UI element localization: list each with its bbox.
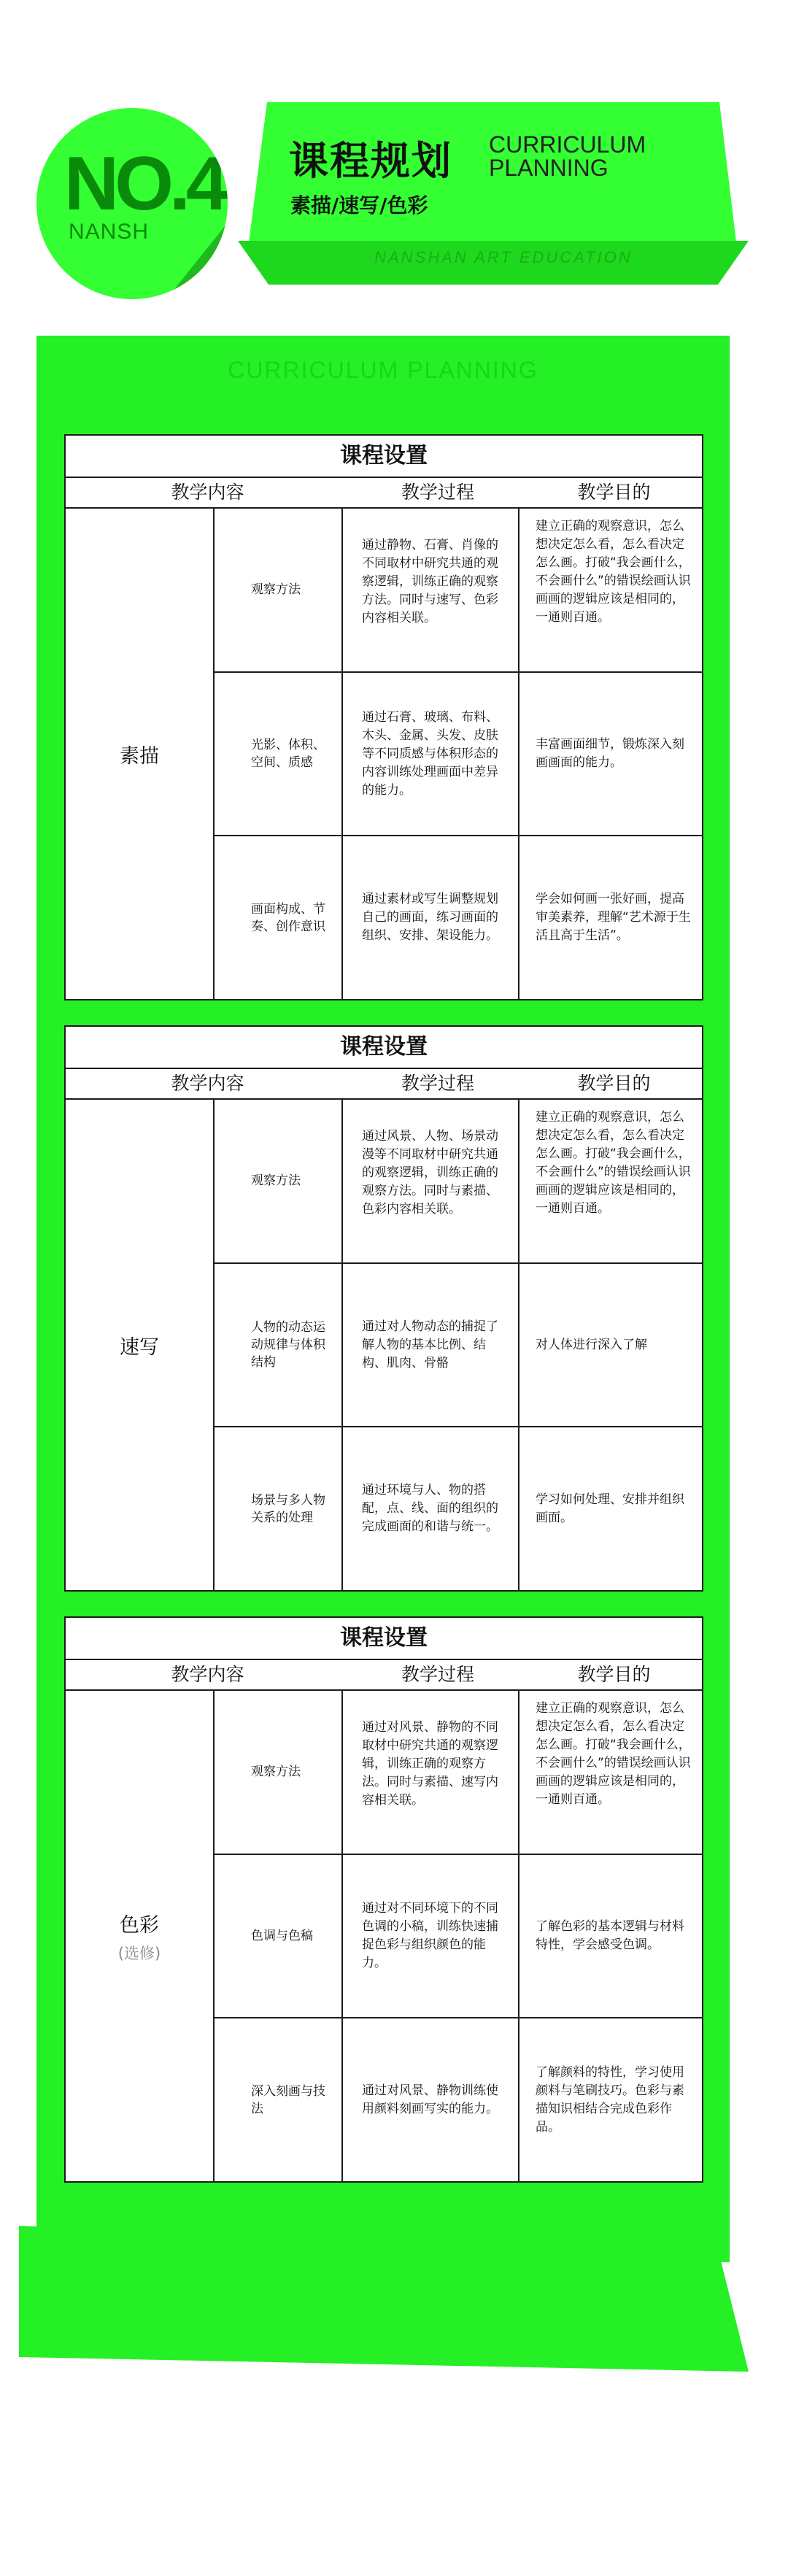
subject-cell: [66, 509, 215, 999]
content-cell: 观察方法: [215, 1100, 343, 1262]
table-body: [66, 1691, 702, 2181]
goal-cell: 学会如何画一张好画，提高审美素养，理解“艺术源于生活且高于生活”。: [536, 892, 691, 944]
subject-label: 色彩: [120, 1913, 159, 1937]
header-process: 教学过程: [401, 482, 474, 503]
subject-label: 速写: [120, 1335, 159, 1359]
table-rows: [215, 1691, 702, 2181]
curriculum-panel: [36, 336, 730, 2262]
header-goal: 教学目的: [577, 1664, 651, 1685]
header: [0, 0, 788, 321]
content-cell: 观察方法: [215, 1691, 343, 1854]
process-cell: 通过石膏、玻璃、布料、木头、金属、头发、皮肤等不同质感与体积形态的内容训练处理画面中差异的能力。: [343, 673, 519, 836]
content-cell: 色调与色稿: [215, 1855, 343, 2018]
subject-elective-note: (选修): [117, 1944, 161, 1962]
badge-number: NO.4: [64, 142, 224, 226]
header-content: 教学内容: [171, 1664, 244, 1685]
course-table-color: [64, 1616, 703, 2183]
process-cell: 通过对风景、静物训练使用颜料刻画写实的能力。: [343, 2018, 519, 2181]
process-cell: 通过对人物动态的捕捉了解人物的基本比例、结构、肌肉、骨骼: [343, 1264, 519, 1427]
course-table-croquis: [64, 1025, 703, 1592]
table-row: [215, 1691, 702, 1855]
subject-label: 素描: [120, 744, 159, 768]
process-cell: 通过静物、石膏、肖像的不同取材中研究共通的观察逻辑，训练正确的观察方法。同时与速写、色彩内容相关联。: [343, 509, 519, 671]
process-cell: 通过对风景、静物的不同取材中研究共通的观察逻辑，训练正确的观察方法。同时与素描、速写内容相关联。: [343, 1691, 519, 1854]
content-cell: 场景与多人物关系的处理: [215, 1427, 343, 1590]
table-row: [215, 836, 702, 999]
header-content: 教学内容: [171, 482, 244, 503]
content-cell: 人物的动态运动规律与体积结构: [215, 1264, 343, 1427]
process-cell: 通过风景、人物、场景动漫等不同取材中研究共通的观察逻辑，训练正确的观察方法。同时与素描、色彩内容相关联。: [343, 1100, 519, 1262]
goal-cell: 建立正确的观察意识，怎么想决定怎么看，怎么看决定怎么画。打破“我会画什么，不会画什么”的错误绘画认识画画的逻辑应该是相同的，一通则百通。: [536, 1110, 691, 1216]
goal-cell: 学习如何处理、安排并组织画面。: [536, 1492, 684, 1525]
page-title-en: CURRICULUM PLANNING: [489, 131, 646, 181]
table-row: [215, 1100, 702, 1264]
process-cell: 通过对不同环境下的不同色调的小稿，训练快速捕捉色彩与组织颜色的能力。: [343, 1855, 519, 2018]
goal-cell: 了解色彩的基本逻辑与材料特性，学会感受色调。: [536, 1919, 684, 1952]
panel-title-en: CURRICULUM PLANNING: [228, 357, 538, 383]
table-title: 课程设置: [66, 1618, 702, 1660]
table-title: 课程设置: [66, 436, 702, 478]
goal-cell: 了解颜料的特性，学习使用颜料与笔刷技巧。色彩与素描知识相结合完成色彩作品。: [536, 2064, 684, 2135]
table-header: [66, 478, 702, 509]
goal-cell: 建立正确的观察意识，怎么想决定怎么看，怎么看决定怎么画。打破“我会画什么，不会画什么”的错误绘画认识画画的逻辑应该是相同的，一通则百通。: [536, 1701, 691, 1807]
table-row: [215, 1855, 702, 2019]
table-row: [215, 1427, 702, 1590]
course-table-sketch: [64, 434, 703, 1000]
subject-cell: [66, 1691, 215, 2181]
content-cell: 光影、体积、空间、质感: [215, 673, 343, 836]
header-goal: 教学目的: [577, 482, 651, 503]
table-body: [66, 1100, 702, 1590]
badge-fold-corner: [172, 219, 228, 292]
header-process: 教学过程: [401, 1664, 474, 1685]
header-process: 教学过程: [401, 1073, 474, 1094]
organization-name: NANSHAN ART EDUCATION: [374, 248, 633, 266]
table-rows: [215, 509, 702, 999]
number-badge: [36, 108, 228, 299]
goal-cell: 丰富画面细节，锻炼深入刻画画面的能力。: [536, 737, 684, 770]
table-header: [66, 1069, 702, 1100]
goal-cell: 对人体进行深入了解: [536, 1337, 647, 1352]
table-body: [66, 509, 702, 999]
table-row: [215, 673, 702, 837]
title-banner: [248, 102, 737, 266]
content-cell: 深入刻画与技法: [215, 2018, 343, 2181]
page-title: 课程规划: [289, 138, 452, 184]
table-row: [215, 509, 702, 673]
content-cell: 观察方法: [215, 509, 343, 671]
goal-cell: 建立正确的观察意识，怎么想决定怎么看，怎么看决定怎么画。打破“我会画什么，不会画什么”的错误绘画认识画画的逻辑应该是相同的，一通则百通。: [536, 519, 691, 625]
page-subtitle: 素描/速写/色彩: [290, 193, 428, 217]
header-goal: 教学目的: [577, 1073, 651, 1094]
table-row: [215, 2018, 702, 2181]
header-content: 教学内容: [171, 1073, 244, 1094]
table-title: 课程设置: [66, 1027, 702, 1069]
table-header: [66, 1660, 702, 1691]
content-cell: 画面构成、节奏、创作意识: [215, 836, 343, 999]
table-row: [215, 1264, 702, 1428]
process-cell: 通过环境与人、物的搭配，点、线、面的组织的完成画面的和谐与统一。: [343, 1427, 519, 1590]
badge-sub-text: NANSH: [69, 220, 150, 244]
process-cell: 通过素材或写生调整规划自己的画面，练习画面的组织、安排、架设能力。: [343, 836, 519, 999]
table-rows: [215, 1100, 702, 1590]
subject-cell: [66, 1100, 215, 1590]
